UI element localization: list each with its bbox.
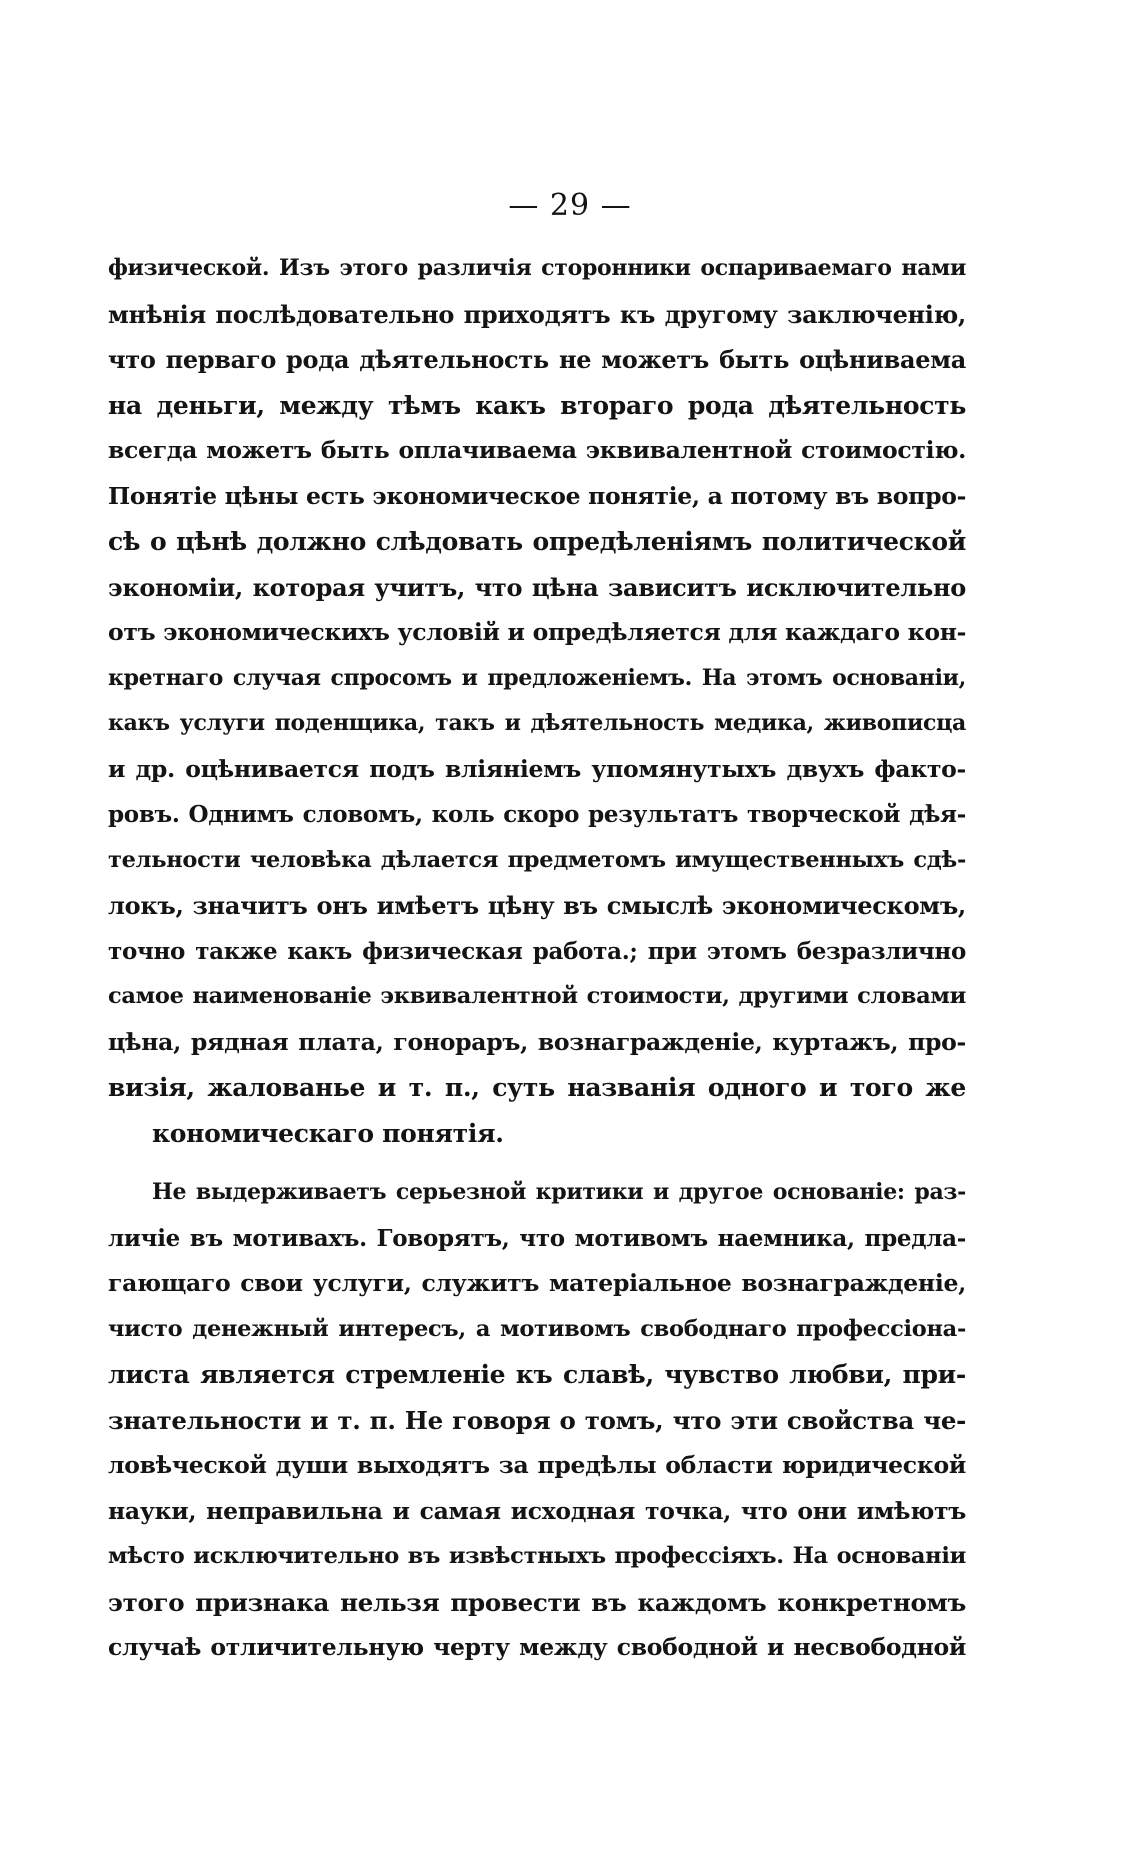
text-line: и др. оцѣнивается подъ вліяніемъ упомянутыхъ двухъ факто- xyxy=(108,754,966,783)
text-line: что перваго рода дѣятельность не можетъ быть оцѣниваема xyxy=(108,345,966,374)
paragraph xyxy=(108,246,966,1156)
text-line: гающаго свои услуги, служитъ матеріальное вознагражденіе, xyxy=(108,1269,966,1297)
text-line: точно также какъ физическая работа.; при этомъ безразлично xyxy=(108,937,966,965)
text-line: физической. Изъ этого различія сторонники оспариваемаго нами xyxy=(108,255,966,281)
text-line: экономіи, которая учитъ, что цѣна зависитъ исключительно xyxy=(108,572,966,602)
text-line: Понятіе цѣны есть экономическое понятіе, а потому въ вопро- xyxy=(108,481,967,510)
text-line: Не выдерживаетъ серьезной критики и другое основаніе: раз- xyxy=(152,1179,966,1205)
text-line: на деньги, между тѣмъ какъ втораго рода дѣятельность xyxy=(108,390,966,420)
paragraph-gap xyxy=(108,1156,966,1170)
text-line: мнѣнія послѣдовательно приходятъ къ другому заключенію, xyxy=(108,299,966,329)
paragraph xyxy=(108,1170,966,1671)
text-line: кретнаго случая спросомъ и предложеніемъ. На этомъ основаніи, xyxy=(108,664,966,691)
text-line: кономическаго понятія. xyxy=(152,1118,504,1148)
text-line: отъ экономическихъ условій и опредѣляется для каждаго кон- xyxy=(108,618,967,646)
text-line: сѣ о цѣнѣ должно слѣдовать опредѣленіямъ политической xyxy=(108,527,966,556)
text-line: всегда можетъ быть оплачиваема эквивалентной стоимостію. xyxy=(108,436,966,464)
text-line: локъ, значитъ онъ имѣетъ цѣну въ смыслѣ экономическомъ, xyxy=(108,891,966,920)
text-line: случаѣ отличительную черту между свободной и несвободной xyxy=(108,1633,966,1661)
text-line: этого признака нельзя провести въ каждомъ конкретномъ xyxy=(108,1587,966,1617)
text-line: личіе въ мотивахъ. Говорятъ, что мотивомъ наемника, предла- xyxy=(108,1224,966,1252)
text-line: знательности и т. п. Не говоря о томъ, что эти свойства че- xyxy=(108,1405,966,1435)
text-line: какъ услуги поденщика, такъ и дѣятельность медика, живописца xyxy=(108,710,966,736)
text-line: тельности человѣка дѣлается предметомъ имущественныхъ сдѣ- xyxy=(108,846,966,873)
text-line: цѣна, рядная плата, гонораръ, вознагражденіе, куртажъ, про- xyxy=(108,1027,966,1056)
text-line: ровъ. Однимъ словомъ, коль скоро результатъ творческой дѣя- xyxy=(108,801,966,828)
text-line: науки, неправильна и самая исходная точка, что они имѣютъ xyxy=(108,1496,966,1525)
page-number: — 29 — xyxy=(508,188,632,223)
text-line: самое наименованіе эквивалентной стоимости, другими словами xyxy=(108,983,966,1009)
body-text xyxy=(108,246,966,1671)
text-line: мѣсто исключительно въ извѣстныхъ профессіяхъ. На основаніи xyxy=(108,1543,966,1569)
text-line: чисто денежный интересъ, а мотивомъ свободнаго профессіона- xyxy=(108,1315,966,1342)
text-line: ловѣческой души выходятъ за предѣлы области юридической xyxy=(108,1451,966,1479)
text-line: визія, жалованье и т. п., суть названія одного и того же xyxy=(108,1073,966,1102)
text-line: листа является стремленіе къ славѣ, чувство любви, при- xyxy=(108,1360,966,1389)
